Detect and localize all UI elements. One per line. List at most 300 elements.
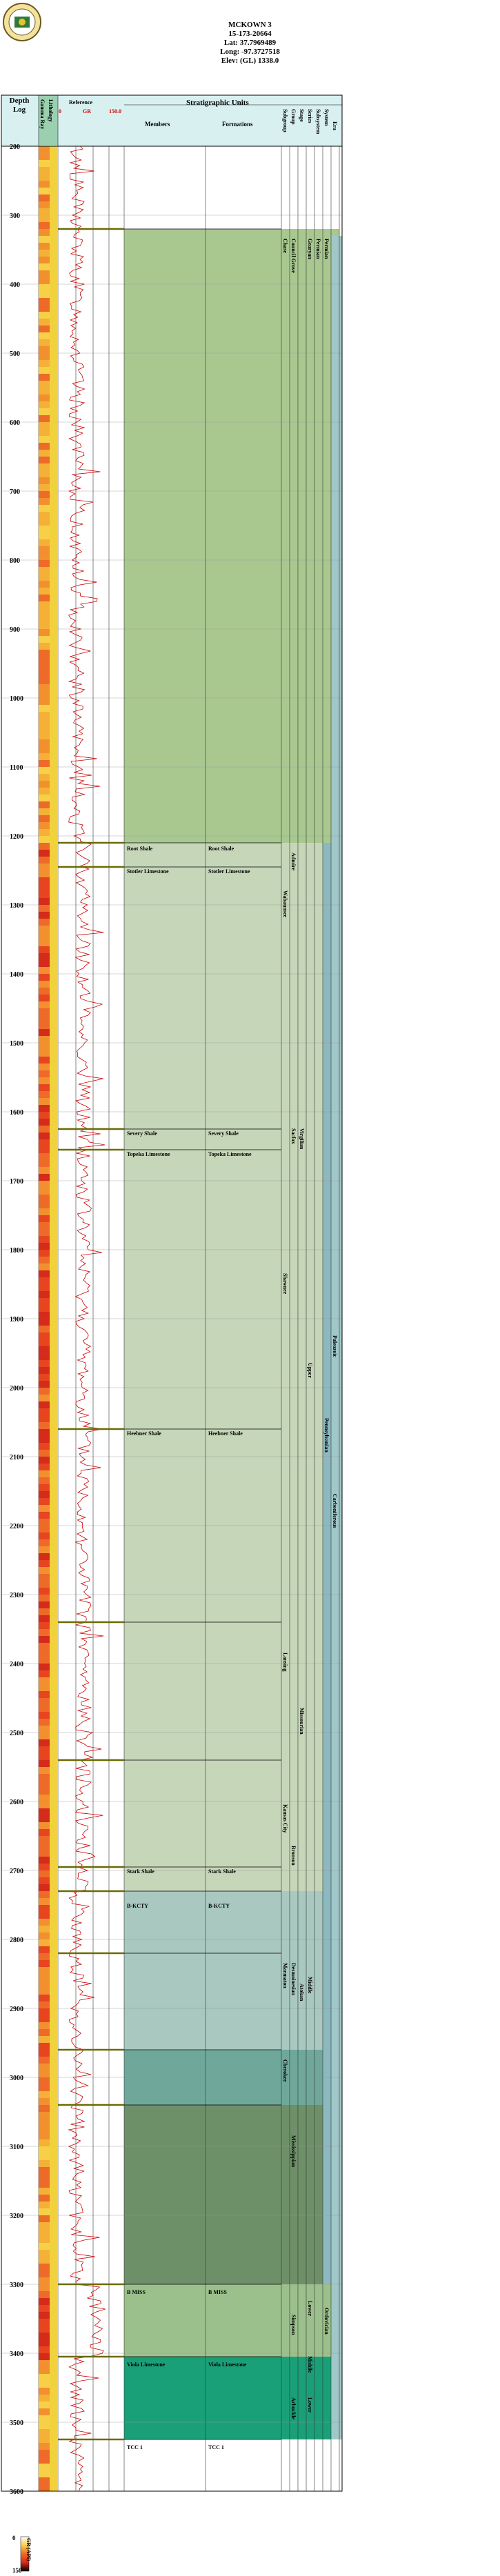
gr-color-cell xyxy=(39,2160,50,2168)
gr-color-cell xyxy=(39,843,50,850)
member-label: Severy Shale xyxy=(127,1130,157,1137)
depth-tick-label: 1100 xyxy=(10,764,23,772)
gr-scale-min: 0 xyxy=(59,108,61,114)
subgroup-label: Marmaton xyxy=(282,1963,288,1988)
gr-color-cell xyxy=(39,2277,50,2285)
gr-color-cell xyxy=(39,1270,50,1278)
gr-color-cell xyxy=(39,401,50,409)
gr-color-cell xyxy=(39,1208,50,1216)
gr-color-cell xyxy=(39,167,50,174)
gr-color-cell xyxy=(39,2443,50,2450)
gr-color-cell xyxy=(39,1953,50,1961)
gr-color-cell xyxy=(39,1346,50,1354)
member-label: Heebner Shale xyxy=(127,1430,161,1437)
gr-color-cell xyxy=(39,1829,50,1837)
gr-color-cell xyxy=(39,691,50,699)
era-band xyxy=(331,236,342,2439)
depth-tick-label: 900 xyxy=(10,626,20,634)
gr-color-cell xyxy=(39,367,50,375)
gr-color-cell xyxy=(39,726,50,733)
gr-color-cell xyxy=(39,926,50,933)
gr-color-cell xyxy=(39,2353,50,2361)
gr-color-cell xyxy=(39,850,50,857)
gr-color-cell xyxy=(39,1981,50,1988)
gr-color-cell xyxy=(39,2215,50,2223)
gr-color-cell xyxy=(39,1277,50,1285)
gr-color-cell xyxy=(39,1119,50,1126)
gr-color-cell xyxy=(39,2229,50,2237)
gr-color-cell xyxy=(39,1477,50,1485)
gr-color-cell xyxy=(39,560,50,568)
gr-color-cell xyxy=(39,1967,50,1975)
gr-color-cell xyxy=(39,2181,50,2188)
gr-color-cell xyxy=(39,429,50,437)
gr-color-cell xyxy=(39,505,50,512)
gr-color-cell xyxy=(39,2043,50,2050)
depth-tick-label: 2100 xyxy=(10,1454,23,1461)
subgroup-label: Chase xyxy=(282,239,288,253)
gr-color-cell xyxy=(39,2133,50,2140)
strat-units-header: Stratigraphic Units xyxy=(186,99,249,107)
gr-color-cell xyxy=(39,188,50,195)
depth-tick-label: 2700 xyxy=(10,1868,23,1875)
gr-color-cell xyxy=(39,1022,50,1030)
gr-color-cell xyxy=(39,1470,50,1478)
gr-color-cell xyxy=(39,2333,50,2340)
member-label: Viola Limestone xyxy=(127,2362,166,2368)
gr-color-cell xyxy=(39,1443,50,1450)
gr-color-cell xyxy=(39,1691,50,1699)
gr-color-cell xyxy=(39,2360,50,2368)
depth-tick-label: 2200 xyxy=(10,1523,23,1530)
formation-label: B-KCTY xyxy=(208,1903,230,1909)
gr-color-cell xyxy=(39,1995,50,2002)
subgroup-label: Lansing xyxy=(282,1653,288,1672)
gr-color-cell xyxy=(39,1567,50,1575)
gr-color-cell xyxy=(39,546,50,554)
gr-color-cell xyxy=(39,1946,50,1954)
gr-color-cell xyxy=(39,1505,50,1512)
gr-color-cell xyxy=(39,1153,50,1161)
gr-color-cell xyxy=(39,1291,50,1299)
gr-color-cell xyxy=(39,491,50,499)
gr-color-cell xyxy=(39,2477,50,2485)
gr-color-cell xyxy=(39,1636,50,1644)
gr-color-cell xyxy=(39,1043,50,1050)
gr-color-cell xyxy=(39,1298,50,1306)
subgroup-label: Wabaunsee xyxy=(282,890,288,918)
gr-color-cell xyxy=(39,2015,50,2023)
gr-color-cell xyxy=(39,2098,50,2106)
gr-color-cell xyxy=(39,1284,50,1292)
gr-color-cell xyxy=(39,422,50,430)
gr-color-cell xyxy=(39,208,50,216)
subgroup-label: Cherokee xyxy=(282,2059,288,2082)
gr-color-cell xyxy=(39,1146,50,1154)
gr-color-cell xyxy=(39,2167,50,2175)
formation-label: Heebner Shale xyxy=(208,1430,243,1437)
gr-color-cell xyxy=(39,1884,50,1892)
gr-color-cell xyxy=(39,312,50,319)
formation-label: Severy Shale xyxy=(208,1130,239,1137)
formation-label: Topeka Limestone xyxy=(208,1151,252,1157)
gr-color-cell xyxy=(39,939,50,947)
stage-label: Missourian xyxy=(299,1708,305,1735)
gr-color-cell xyxy=(39,684,50,692)
gr-color-cell xyxy=(39,1181,50,1188)
gr-color-cell xyxy=(39,1167,50,1175)
gr-color-cell xyxy=(39,2374,50,2382)
gr-color-cell xyxy=(39,2402,50,2409)
gr-color-cell xyxy=(39,1491,50,1499)
strat-band xyxy=(124,1891,339,2050)
gr-color-cell xyxy=(39,1139,50,1147)
gr-color-cell xyxy=(39,484,50,492)
depth-tick-label: 2800 xyxy=(10,1937,23,1944)
gr-color-cell xyxy=(39,1015,50,1023)
gr-color-cell xyxy=(39,601,50,609)
gr-color-cell xyxy=(39,1457,50,1464)
gr-color-cell xyxy=(39,2195,50,2202)
gr-color-cell xyxy=(39,1401,50,1409)
lithology-track xyxy=(39,146,58,2492)
gr-color-cell xyxy=(39,760,50,768)
gr-color-cell xyxy=(39,1001,50,1009)
gr-color-cell xyxy=(39,2305,50,2313)
depth-tick-label: 1500 xyxy=(10,1040,23,1048)
gr-color-cell xyxy=(39,2057,50,2064)
gr-color-cell xyxy=(39,519,50,526)
legend-colorbar xyxy=(21,2537,29,2571)
system-label: Pennsylvanian xyxy=(323,1418,330,1452)
gr-color-cell xyxy=(39,1877,50,1885)
gr-color-cell xyxy=(39,1712,50,1719)
gr-color-cell xyxy=(39,1974,50,1981)
gr-color-cell xyxy=(39,1436,50,1444)
legend-max: 150 xyxy=(12,2567,22,2574)
gr-color-cell xyxy=(39,836,50,843)
lithology-header: Lithology xyxy=(48,99,54,122)
gr-color-cell xyxy=(39,1408,50,1416)
gr-color-cell xyxy=(39,1257,50,1264)
gr-color-cell xyxy=(39,1050,50,1057)
gr-color-cell xyxy=(39,1264,50,1271)
gr-color-cell xyxy=(39,1422,50,1430)
gr-color-cell xyxy=(39,1339,50,1347)
gr-color-cell xyxy=(39,746,50,754)
depth-tick-label: 1600 xyxy=(10,1109,23,1117)
depth-tick-label: 1400 xyxy=(10,971,23,979)
gr-color-cell xyxy=(39,1029,50,1037)
gr-color-cell xyxy=(39,243,50,250)
gr-color-cell xyxy=(39,1305,50,1312)
gr-color-cell xyxy=(39,353,50,361)
gr-color-cell xyxy=(39,1188,50,1195)
gr-color-cell xyxy=(39,1374,50,1381)
formation-label: Stotler Limestone xyxy=(208,868,250,875)
formation-label: Root Shale xyxy=(208,846,234,852)
gr-color-cell xyxy=(39,595,50,602)
gr-color-cell xyxy=(39,1243,50,1250)
gr-color-cell xyxy=(39,1319,50,1326)
reference-header: Reference xyxy=(69,99,93,106)
gr-color-cell xyxy=(39,967,50,975)
gr-color-cell xyxy=(39,1939,50,1947)
gr-color-cell xyxy=(39,1843,50,1850)
gr-scale-max: 150.0 xyxy=(109,108,121,114)
gr-color-cell xyxy=(39,2126,50,2133)
gr-color-cell xyxy=(39,1581,50,1588)
gr-color-cell xyxy=(39,1236,50,1244)
group-label: Simpson xyxy=(290,2315,297,2335)
gr-color-cell xyxy=(39,443,50,450)
group-label: Arbuckle xyxy=(290,2397,297,2419)
gr-color-cell xyxy=(39,2222,50,2230)
formation-label: Viola Limestone xyxy=(208,2362,247,2368)
gr-color-cell xyxy=(39,677,50,685)
gr-color-cell xyxy=(39,1332,50,1340)
gr-color-cell xyxy=(39,2395,50,2402)
gr-color-cell xyxy=(39,2139,50,2147)
gr-color-cell xyxy=(39,1677,50,1685)
era-label: Paleozoic xyxy=(332,1335,338,1357)
group-label: Bronson xyxy=(290,1846,297,1866)
stage-label: Atokan xyxy=(299,1984,305,2001)
gr-color-cell xyxy=(39,2415,50,2423)
gr-color-cell xyxy=(39,1622,50,1630)
depth-axis xyxy=(10,143,23,2496)
depth-tick-label: 800 xyxy=(10,557,20,565)
gr-color-cell xyxy=(39,1898,50,1906)
gr-color-cell xyxy=(39,608,50,616)
legend-title: GR (API) xyxy=(26,2538,32,2562)
gr-color-cell xyxy=(39,1822,50,1830)
gr-color-cell xyxy=(39,2408,50,2416)
gr-color-cell xyxy=(39,1588,50,1595)
formation-label: TCC 1 xyxy=(208,2444,224,2450)
gr-color-cell xyxy=(39,1601,50,1609)
gr-color-cell xyxy=(39,2188,50,2195)
gr-color-cell xyxy=(39,2457,50,2464)
gr-color-cell xyxy=(39,1160,50,1168)
gr-color-cell xyxy=(39,539,50,547)
gr-color-cell xyxy=(39,2201,50,2209)
gr-color-cell xyxy=(39,2312,50,2319)
gr-color-cell xyxy=(39,2291,50,2299)
gr-color-cell xyxy=(39,1250,50,1257)
gr-color-cell xyxy=(39,1360,50,1368)
gr-color-cell xyxy=(39,1615,50,1623)
gr-color-cell xyxy=(39,581,50,588)
gr-color-cell xyxy=(39,795,50,802)
gr-color-cell xyxy=(39,360,50,368)
gr-color-cell xyxy=(39,395,50,402)
gr-color-cell xyxy=(39,1664,50,1671)
gr-color-cell xyxy=(39,2070,50,2078)
depth-tick-label: 3400 xyxy=(10,2350,23,2358)
gr-color-cell xyxy=(39,257,50,264)
series-header: Series xyxy=(307,109,313,123)
depth-tick-label: 700 xyxy=(10,488,20,496)
gr-color-cell xyxy=(39,346,50,354)
formation-label: B MISS xyxy=(208,2289,227,2295)
gr-color-cell xyxy=(39,1105,50,1112)
gr-color-cell xyxy=(39,2464,50,2471)
group-header: Group xyxy=(290,109,297,125)
gr-color-cell xyxy=(39,1919,50,1926)
gr-color-cell xyxy=(39,1870,50,1878)
formation-label: Stark Shale xyxy=(208,1868,236,1875)
gr-color-cell xyxy=(39,1650,50,1657)
gr-color-cell xyxy=(39,1064,50,1071)
gr-color-cell xyxy=(39,1215,50,1223)
gr-color-cell xyxy=(39,2450,50,2457)
gr-color-cell xyxy=(39,194,50,202)
gr-color-cell xyxy=(39,1933,50,1940)
gr-color-cell xyxy=(39,1546,50,1554)
series-label: Middle xyxy=(307,1977,313,1994)
well-api: 15-173-20664 xyxy=(228,30,272,38)
gr-header-fill xyxy=(39,95,58,146)
gr-color-cell xyxy=(39,774,50,781)
gr-color-cell xyxy=(39,319,50,326)
gr-color-cell xyxy=(39,2084,50,2092)
gr-color-cell xyxy=(39,974,50,981)
gr-color-cell xyxy=(39,250,50,257)
gr-color-cell xyxy=(39,436,50,443)
gr-color-cell xyxy=(39,1988,50,1995)
gr-color-cell xyxy=(39,1801,50,1809)
gr-color-cell xyxy=(39,153,50,161)
group-label: Mississippian xyxy=(290,2135,297,2168)
gr-color-cell xyxy=(39,801,50,809)
gr-color-cell xyxy=(39,146,50,154)
gr-color-cell xyxy=(39,2436,50,2444)
gr-color-cell xyxy=(39,2367,50,2375)
gr-color-cell xyxy=(39,884,50,892)
depth-tick-label: 2400 xyxy=(10,1661,23,1668)
gr-color-cell xyxy=(39,808,50,816)
gr-color-cell xyxy=(39,1174,50,1181)
stage-label: Virgilian xyxy=(299,1128,305,1150)
gr-color-cell xyxy=(39,1512,50,1519)
gr-color-cell xyxy=(39,1781,50,1788)
gr-color-cell xyxy=(39,946,50,954)
gr-color-cell xyxy=(39,988,50,995)
gr-color-cell xyxy=(39,1608,50,1616)
gr-color-cell xyxy=(39,919,50,926)
gr-color-cell xyxy=(39,2022,50,2030)
gr-color-cell xyxy=(39,526,50,533)
gr-color-cell xyxy=(39,512,50,519)
gr-color-cell xyxy=(39,1098,50,1106)
depth-tick-label: 3500 xyxy=(10,2419,23,2427)
gr-color-cell xyxy=(39,553,50,561)
gr-color-cell xyxy=(39,2381,50,2388)
gr-color-cell xyxy=(39,374,50,381)
gr-color-cell xyxy=(39,1091,50,1099)
legend-min: 0 xyxy=(12,2535,16,2542)
strat-band xyxy=(124,2284,339,2357)
gr-color-cell xyxy=(39,1415,50,1423)
gr-color-cell xyxy=(39,1795,50,1802)
depth-tick-label: 400 xyxy=(10,281,20,289)
gr-color-cell xyxy=(39,629,50,637)
depth-tick-label: 2600 xyxy=(10,1799,23,1806)
gr-color-cell xyxy=(39,477,50,485)
gr-color-cell xyxy=(39,201,50,209)
depth-tick-label: 3600 xyxy=(10,2488,23,2496)
gr-color-cell xyxy=(39,1912,50,1919)
depth-tick-label: 2900 xyxy=(10,2006,23,2013)
member-label: TCC 1 xyxy=(127,2444,143,2450)
gr-color-cell xyxy=(39,277,50,285)
gr-color-cell xyxy=(39,1519,50,1526)
well-elev: Elev: (GL) 1338.0 xyxy=(221,57,279,65)
gr-color-cell xyxy=(39,1057,50,1064)
strat-band xyxy=(124,2357,339,2439)
gr-color-cell xyxy=(39,781,50,788)
gr-color-cell xyxy=(39,388,50,395)
gr-color-cell xyxy=(39,2326,50,2333)
gr-color-cell xyxy=(39,1705,50,1713)
gr-color-cell xyxy=(39,1126,50,1133)
gr-color-cell xyxy=(39,1450,50,1457)
member-label: Root Shale xyxy=(127,846,153,852)
gr-color-cell xyxy=(39,215,50,223)
gr-legend xyxy=(21,2537,29,2571)
gr-curve-label: GR xyxy=(83,108,91,114)
gr-color-cell xyxy=(39,2429,50,2437)
gr-color-cell xyxy=(39,470,50,478)
series-label: Gearyan xyxy=(307,239,313,259)
gr-color-cell xyxy=(39,2029,50,2037)
gr-color-cell xyxy=(39,270,50,278)
gr-color-cell xyxy=(39,1574,50,1581)
gr-color-cell xyxy=(39,898,50,906)
gr-color-cell xyxy=(39,1836,50,1844)
gr-color-cell xyxy=(39,670,50,678)
gr-color-cell xyxy=(39,181,50,188)
gr-color-cell xyxy=(39,2243,50,2250)
gr-color-cell xyxy=(39,753,50,761)
series-label: Middle xyxy=(307,2356,313,2373)
system-header: System xyxy=(323,109,330,126)
gr-color-cell xyxy=(39,2298,50,2306)
depth-tick-label: 3200 xyxy=(10,2213,23,2220)
gr-color-cell xyxy=(39,463,50,471)
gr-color-cell xyxy=(39,767,50,775)
gr-color-cell xyxy=(39,2270,50,2278)
gr-color-cell xyxy=(39,912,50,919)
gr-color-cell xyxy=(39,1222,50,1230)
gr-color-cell xyxy=(39,1553,50,1561)
gr-color-cell xyxy=(39,2236,50,2244)
strat-band xyxy=(124,2105,339,2284)
gr-color-cell xyxy=(39,788,50,795)
gr-color-cell xyxy=(39,712,50,719)
gr-color-cell xyxy=(39,298,50,306)
gr-color-cell xyxy=(39,1195,50,1202)
gr-color-cell xyxy=(39,1733,50,1740)
strat-bands xyxy=(124,229,342,2439)
member-label: Topeka Limestone xyxy=(127,1151,170,1157)
gr-color-cell xyxy=(39,739,50,747)
gr-color-cell xyxy=(39,229,50,237)
gr-color-cell xyxy=(39,1684,50,1692)
depth-tick-label: 2300 xyxy=(10,1592,23,1599)
gr-color-cell xyxy=(39,1753,50,1761)
